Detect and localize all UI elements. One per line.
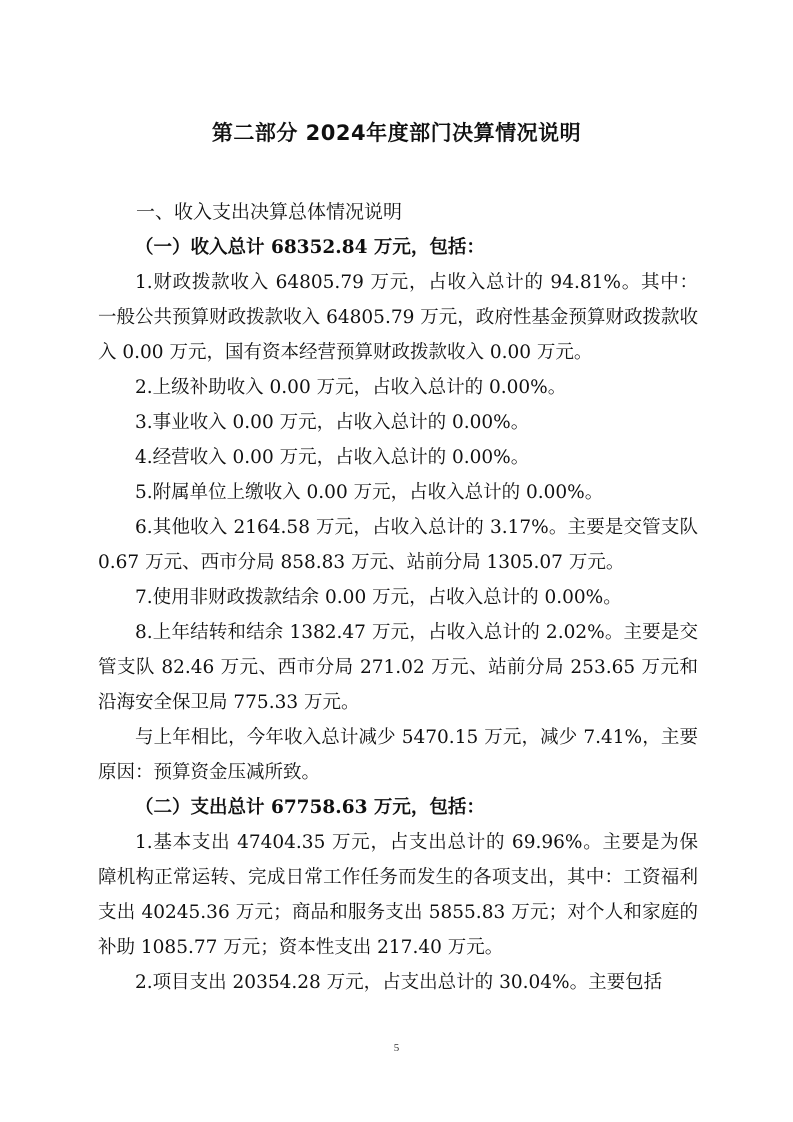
income-item-7: 7.使用非财政拨款结余 0.00 万元，占收入总计的 0.00%。 (135, 587, 622, 608)
income-heading: （一）收入总计 68352.84 万元，包括： (135, 237, 485, 258)
page-number: 5 (393, 1042, 400, 1054)
expense-heading: （二）支出总计 67758.63 万元，包括： (135, 797, 485, 818)
income-comparison: 与上年相比，今年收入总计减少 5470.15 万元，减少 7.41%，主要原因：预算资金压减所致。 (98, 727, 698, 783)
income-item-2: 2.上级补助收入 0.00 万元，占收入总计的 0.00%。 (135, 377, 567, 398)
income-item-6: 6.其他收入 2164.58 万元，占收入总计的 3.17%。主要是交管支队 0.67 万元、西市分局 858.83 万元、站前分局 1305.07 万元。 (98, 517, 698, 573)
page-title: 第二部分 2024年度部门决算情况说明 (211, 121, 582, 145)
section-heading: 一、收入支出决算总体情况说明 (136, 201, 403, 223)
expense-item-2: 2.项目支出 20354.28 万元，占支出总计的 30.04%。主要包括 (135, 972, 663, 993)
expense-item-1: 1.基本支出 47404.35 万元，占支出总计的 69.96%。主要是为保障机构正常运转、完成日常工作任务而发生的各项支出，其中：工资福利支出 40245.36 万元；商品和服务支出 5855.83 万元；对个人和家庭的补助 1085.77 万元；资本性支出 217.40 万元。 (98, 832, 698, 958)
document-body (98, 195, 698, 1000)
income-item-8: 8.上年结转和结余 1382.47 万元，占收入总计的 2.02%。主要是交管支队 82.46 万元、西市分局 271.02 万元、站前分局 253.65 万元和沿海安全保卫局 775.33 万元。 (98, 622, 698, 713)
income-item-5: 5.附属单位上缴收入 0.00 万元，占收入总计的 0.00%。 (135, 482, 604, 503)
income-item-1: 1.财政拨款收入 64805.79 万元，占收入总计的 94.81%。其中：一般公共预算财政拨款收入 64805.79 万元，政府性基金预算财政拨款收入 0.00 万元，国有资本经营预算财政拨款收入 0.00 万元。 (98, 272, 698, 363)
income-item-3: 3.事业收入 0.00 万元，占收入总计的 0.00%。 (135, 412, 530, 433)
income-item-4: 4.经营收入 0.00 万元，占收入总计的 0.00%。 (135, 447, 530, 468)
